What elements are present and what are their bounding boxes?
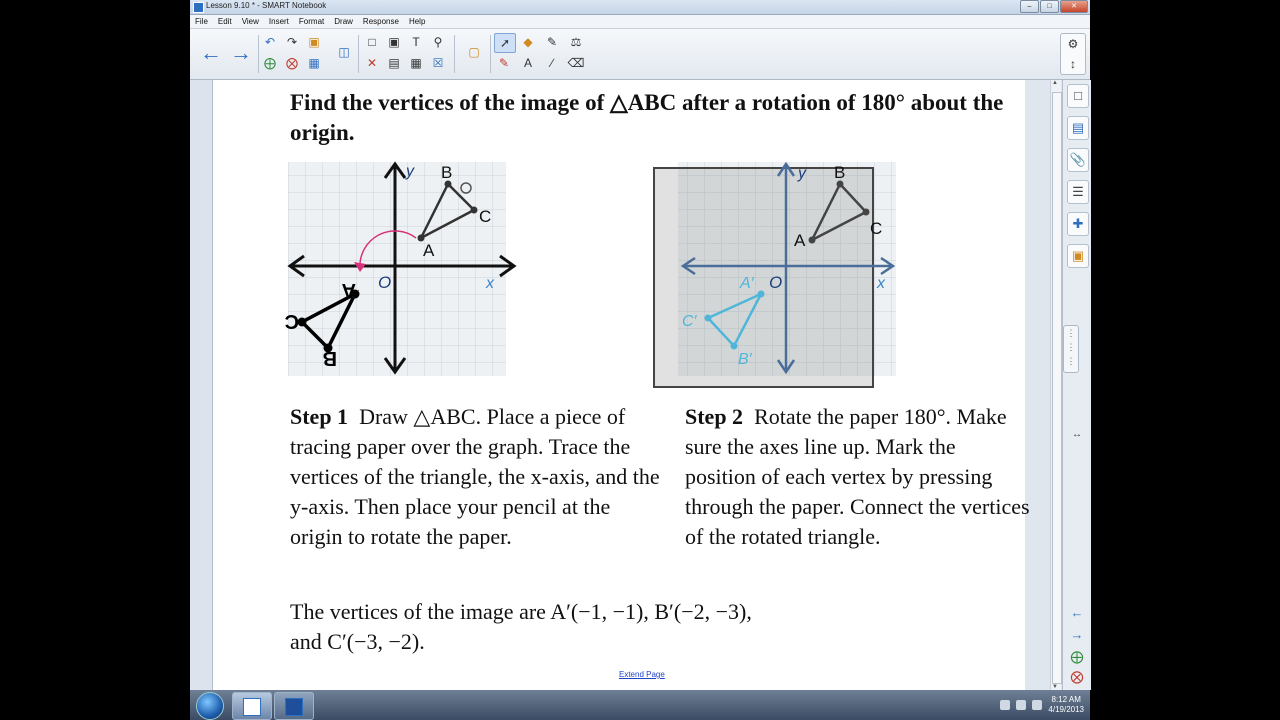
clock-date: 4/19/2013 xyxy=(1048,705,1084,714)
vertex-c-prime xyxy=(705,315,712,322)
shape-icon[interactable]: ◆ xyxy=(523,35,533,49)
sidebar-grip-handle[interactable]: ⋮ ⋮ ⋮ xyxy=(1063,325,1079,373)
maximize-button[interactable]: □ xyxy=(1040,0,1059,13)
move-toolbar-icon[interactable]: ↕ xyxy=(1070,57,1076,71)
windows-taskbar xyxy=(190,690,1090,720)
pen-icon[interactable]: ✎ xyxy=(498,56,510,70)
lesson-activity-icon[interactable]: ▣ xyxy=(1067,244,1089,268)
step1-label: Step 1 xyxy=(290,404,349,429)
open-icon[interactable]: ▣ xyxy=(308,35,320,49)
start-button[interactable] xyxy=(196,692,224,720)
app-icon xyxy=(193,2,204,13)
menu-format[interactable]: Format xyxy=(298,17,325,26)
magic-eraser-icon[interactable]: ⌫ xyxy=(567,56,585,70)
result-line-2: and C′(−3, −2). xyxy=(290,629,425,654)
camera-icon[interactable]: ▣ xyxy=(388,35,400,49)
origin-label: O xyxy=(378,273,392,292)
tray-icon-2[interactable] xyxy=(1016,700,1026,710)
origin-label: O xyxy=(769,273,783,292)
menu-insert[interactable]: Insert xyxy=(268,17,289,26)
scroll-thumb[interactable] xyxy=(1052,92,1062,684)
text-tool-icon[interactable]: A xyxy=(523,56,532,70)
delete-icon[interactable]: ✕ xyxy=(366,56,378,70)
step2-label: Step 2 xyxy=(685,404,744,429)
eraser-icon[interactable]: ✎ xyxy=(546,35,558,49)
resize-pane-icon[interactable]: ↔ xyxy=(1072,429,1082,440)
side-tab-bar xyxy=(1062,80,1091,690)
delete-page-icon[interactable]: ⨂ xyxy=(1070,669,1084,684)
result-text xyxy=(290,597,752,657)
page-sorter-icon[interactable]: □ xyxy=(1067,84,1089,108)
back-arrow-icon[interactable]: ← xyxy=(200,40,222,65)
clock-time: 8:12 AM xyxy=(1051,695,1081,704)
x-axis-label: x xyxy=(486,275,494,292)
table-icon[interactable]: ▦ xyxy=(410,56,422,70)
window-title: Lesson 9.10 * - SMART Notebook xyxy=(206,1,327,10)
toolbar-options xyxy=(1060,33,1086,75)
menu-file[interactable]: File xyxy=(195,17,208,26)
label-c-prime: C′ xyxy=(682,313,697,330)
gallery-icon[interactable]: ▢ xyxy=(468,45,480,59)
notebook-page xyxy=(213,80,1030,690)
step2-block xyxy=(685,402,1030,552)
graph-step2 xyxy=(653,158,913,398)
taskbar-smart-app[interactable] xyxy=(274,692,314,720)
vertex-c xyxy=(471,207,478,214)
menu-bar xyxy=(190,15,1090,29)
text-icon[interactable]: T xyxy=(412,35,420,49)
tracing-paper xyxy=(654,168,873,387)
addons-icon[interactable]: ✚ xyxy=(1067,212,1089,236)
traced-label-b: B xyxy=(322,347,337,369)
vertex-b-prime xyxy=(731,343,738,350)
vertex-c xyxy=(863,209,870,216)
delete-page-icon[interactable]: ⨂ xyxy=(286,56,298,70)
fill-icon[interactable]: ⚖ xyxy=(570,35,582,49)
step2-text: Rotate the paper 180°. Make sure the axes line up. Mark the position of each vertex by pressing through the paper. Connect the vertices of the rotated triangle. xyxy=(685,404,1030,549)
taskbar-notebook-app[interactable] xyxy=(232,692,272,720)
traced-label-c: C xyxy=(284,310,299,332)
forward-arrow-icon[interactable]: → xyxy=(230,40,252,65)
magnifier-icon[interactable]: ⚲ xyxy=(433,35,443,49)
title-bar xyxy=(190,0,1090,15)
next-page-icon[interactable]: → xyxy=(1070,627,1084,642)
paste-icon[interactable]: □ xyxy=(368,35,376,49)
graph-step1 xyxy=(284,158,528,388)
redo-icon[interactable]: ↷ xyxy=(286,35,298,49)
undo-icon[interactable]: ↶ xyxy=(264,35,276,49)
page-scrollbar[interactable] xyxy=(1050,80,1061,690)
result-line-1: The vertices of the image are A′(−1, −1), B′(−2, −3), xyxy=(290,599,752,624)
gear-icon[interactable]: ⚙ xyxy=(1067,37,1079,51)
system-tray xyxy=(1000,692,1084,718)
label-a-prime: A′ xyxy=(740,275,754,292)
label-c: C xyxy=(870,219,883,238)
close-button[interactable]: ✕ xyxy=(1060,0,1088,13)
properties-icon[interactable]: ☰ xyxy=(1067,180,1089,204)
vertex-a-prime xyxy=(758,291,765,298)
menu-help[interactable]: Help xyxy=(408,17,426,26)
save-icon[interactable]: ▦ xyxy=(308,56,320,70)
vertex-a xyxy=(809,237,816,244)
step1-text: Draw △ABC. Place a piece of tracing paper over the graph. Trace the vertices of the triangle, the x-axis, and the y-axis. Then place your pencil at the origin to rotate the paper. xyxy=(290,404,660,549)
traced-label-a: A xyxy=(341,279,356,301)
add-page-icon[interactable]: ⨁ xyxy=(1070,649,1084,664)
screen-shade-icon[interactable]: ▤ xyxy=(388,56,400,70)
clock[interactable] xyxy=(1048,695,1084,715)
window-controls xyxy=(1020,0,1088,13)
smart-notebook-window xyxy=(190,0,1090,720)
x-axis-label: x xyxy=(877,275,885,292)
left-margin xyxy=(190,80,213,690)
y-axis-label: y xyxy=(798,165,806,182)
previous-page-icon[interactable]: ← xyxy=(1070,605,1084,620)
screen-icon[interactable]: ◫ xyxy=(338,45,350,59)
menu-response[interactable]: Response xyxy=(362,17,399,26)
volume-icon[interactable] xyxy=(1032,700,1042,710)
menu-draw[interactable]: Draw xyxy=(334,17,353,26)
scroll-down-icon[interactable]: ▼ xyxy=(1052,684,1058,690)
step1-block xyxy=(290,402,660,552)
select-icon[interactable]: ➚ xyxy=(494,33,516,53)
label-c: C xyxy=(479,207,492,226)
toolbar xyxy=(190,29,1090,80)
add-page-icon[interactable]: ⨁ xyxy=(264,56,276,70)
grid-lines xyxy=(288,162,506,376)
label-a: A xyxy=(794,231,806,250)
scroll-up-icon[interactable]: ▲ xyxy=(1052,80,1058,86)
menu-view[interactable]: View xyxy=(241,17,259,26)
label-b: B xyxy=(441,163,453,182)
tray-icon-1[interactable] xyxy=(1000,700,1010,710)
label-b: B xyxy=(834,163,846,182)
extend-page-link[interactable]: Extend Page xyxy=(619,670,665,679)
label-a: A xyxy=(423,241,435,260)
fullscreen-icon[interactable]: ☒ xyxy=(432,56,444,70)
gallery-tab-icon[interactable]: ▤ xyxy=(1067,116,1089,140)
label-b-prime: B′ xyxy=(738,351,752,368)
line-icon[interactable]: ∕ xyxy=(550,56,553,70)
menu-edit[interactable]: Edit xyxy=(217,17,232,26)
minimize-button[interactable]: – xyxy=(1020,0,1039,13)
attachments-icon[interactable]: 📎 xyxy=(1067,148,1089,172)
page-heading: Find the vertices of the image of △ABC after a rotation of 180° about the origin. xyxy=(290,90,1004,145)
y-axis-label: y xyxy=(406,163,414,180)
